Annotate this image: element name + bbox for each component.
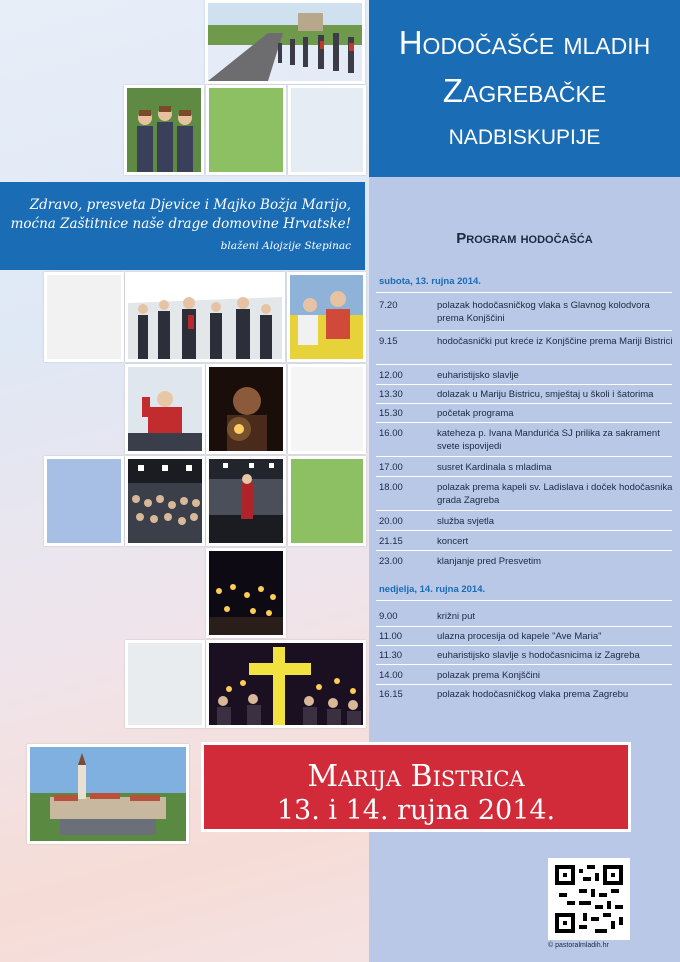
title-line-2: Zagrebačke (442, 72, 607, 109)
quote-line-1: Zdravo, presveta Djevice i Majko Božja Marijo, (29, 197, 351, 213)
event-place: Marija Bistrica (307, 759, 525, 794)
item-desc: ulazna procesija od kapele "Ave Maria" (437, 631, 602, 642)
divider (376, 550, 672, 551)
quote-line-2: moćna Zaštitnice naše drage domovine Hrvatske! (10, 216, 351, 232)
photo-cross-night (206, 640, 366, 728)
divider (376, 664, 672, 665)
divider (376, 403, 672, 404)
divider (376, 456, 672, 457)
divider (376, 384, 672, 385)
item-desc: euharistijsko slavlje (437, 370, 519, 381)
item-desc: križni put (437, 611, 476, 622)
item-desc: polazak hodočasničkog vlaka prema Zagrebu (437, 689, 629, 700)
photo-girls-group (124, 85, 204, 175)
item-time: 9.15 (379, 336, 398, 347)
photo-road-pilgrims (205, 0, 365, 84)
credit-text: © pastoralmladih.hr (548, 942, 609, 949)
item-desc: susret Kardinala s mladima (437, 462, 552, 473)
item-desc: služba svjetla (437, 516, 495, 527)
item-time: 16.15 (379, 689, 403, 700)
event-banner (201, 742, 631, 832)
item-time: 12.00 (379, 370, 403, 381)
quote-author: blaženi Alojzije Stepinac (220, 240, 351, 252)
divider (376, 530, 672, 531)
photo-marija-bistrica-town (27, 744, 189, 844)
item-time: 17.00 (379, 462, 403, 473)
photo-candle-procession (206, 548, 286, 638)
item-time: 20.00 (379, 516, 403, 527)
title-box (369, 0, 680, 177)
photo-cardinal (125, 364, 205, 454)
divider (376, 292, 672, 293)
item-time: 18.00 (379, 482, 403, 493)
photo-stage-cardinal (206, 456, 286, 546)
item-time: 7.20 (379, 300, 398, 311)
item-desc: hodočasnički put kreće iz Konjščine prema Mariji Bistrici (437, 336, 673, 347)
item-desc: klanjanje pred Presvetim (437, 556, 542, 567)
photo-concert-crowd (125, 456, 205, 546)
item-time: 13.30 (379, 389, 403, 400)
divider (376, 684, 672, 685)
tile-lightgrey-2 (125, 640, 205, 728)
photo-candle-girl (206, 364, 286, 454)
title-line-1: Hodočašće mladih (398, 24, 651, 61)
item-time: 23.00 (379, 556, 403, 567)
divider (376, 645, 672, 646)
item-time: 15.30 (379, 408, 403, 419)
divider (376, 600, 672, 601)
item-time: 11.00 (379, 631, 403, 642)
item-desc: koncert (437, 536, 469, 547)
item-desc: početak programa (437, 408, 514, 419)
item-desc: polazak prema kapeli sv. Ladislava i doček hodočasnika grada Zagreba (437, 482, 673, 506)
event-dates: 13. i 14. rujna 2014. (276, 795, 556, 826)
item-time: 16.00 (379, 428, 403, 439)
item-desc: kateheza p. Ivana Mandurića SJ prilika za sakrament svete ispovijedi (437, 428, 660, 452)
item-desc: euharistijsko slavlje s hodočasnicima iz Zagreba (437, 650, 640, 661)
title-line-3: nadbiskupije (448, 118, 601, 151)
tile-lightgrey (288, 85, 366, 175)
item-desc: dolazak u Mariju Bistricu, smještaj u školi i šatorima (437, 389, 654, 400)
divider (376, 626, 672, 627)
tile-white (44, 272, 124, 362)
tile-white-2 (288, 364, 366, 454)
divider (376, 422, 672, 423)
day-label-sunday: nedjelja, 14. rujna 2014. (379, 584, 486, 595)
item-time: 21.15 (379, 536, 403, 547)
photo-tent-crowd (125, 272, 285, 362)
tile-green (206, 85, 286, 175)
divider (376, 510, 672, 511)
item-time: 11.30 (379, 650, 403, 661)
qr-code[interactable] (548, 858, 630, 940)
item-time: 9.00 (379, 611, 398, 622)
item-time: 14.00 (379, 670, 403, 681)
divider (376, 364, 672, 365)
item-desc: polazak hodočasničkog vlaka s Glavnog kolodvora prema Konjščini (437, 300, 650, 324)
photo-youth-flag (287, 272, 366, 362)
item-desc: polazak prema Konjščini (437, 670, 540, 681)
quote-box (0, 182, 365, 270)
tile-green-2 (288, 456, 366, 546)
program-title: Program hodočašća (456, 230, 593, 247)
day-label-saturday: subota, 13. rujna 2014. (379, 276, 481, 287)
divider (376, 476, 672, 477)
divider (376, 330, 672, 331)
tile-lightblue (44, 456, 124, 546)
